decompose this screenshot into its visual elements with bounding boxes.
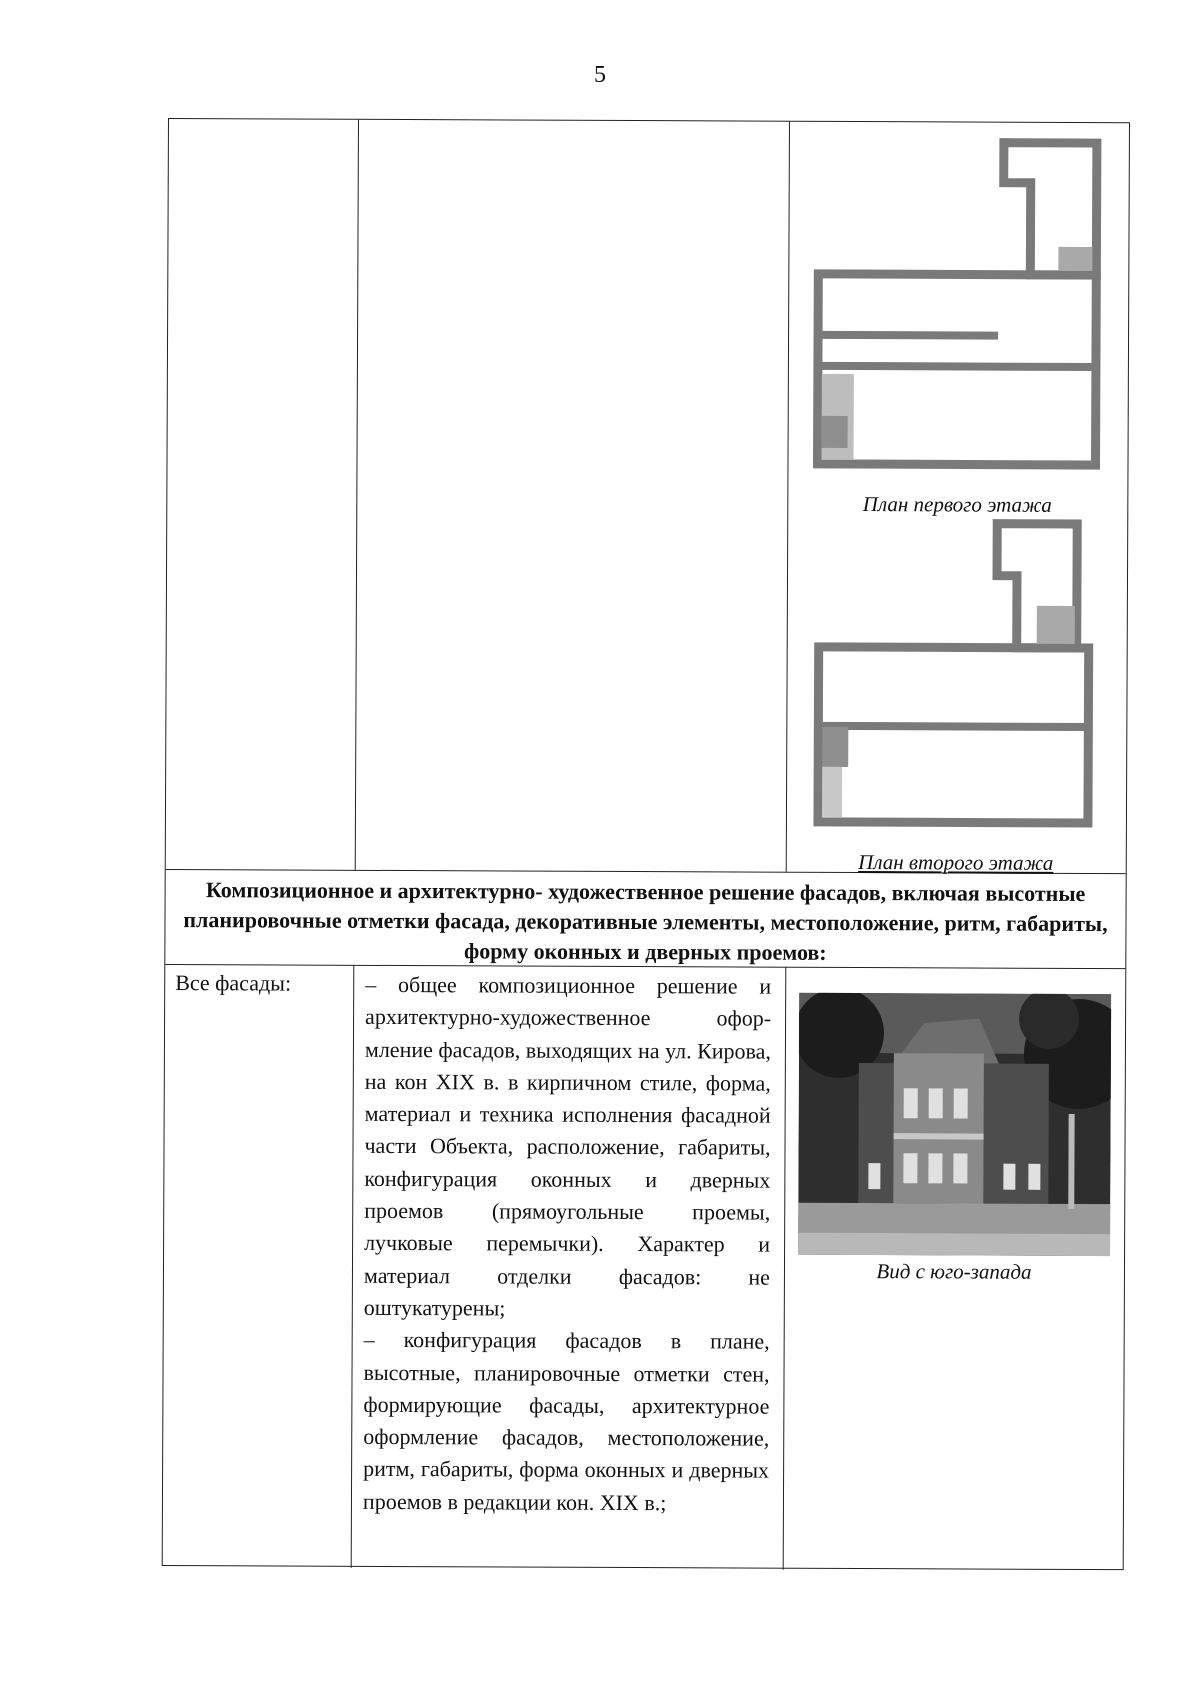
facades-label: Все фасады:	[175, 970, 292, 996]
facade-description	[363, 969, 771, 1520]
building-photo	[798, 993, 1111, 1256]
column-divider	[786, 122, 790, 872]
facade-paragraph: – общее композиционное решение и архитектурно-художественное офор-мление фасадов, выходящих на ул. Кирова, на кон XIX в. в кирпичном стиле, форма, материал и техника исполнения фасадной части Объекта, расположение, габариты, конфигурация оконных и дверных проемов (прямоугольные проемы, лучковые перемычки). Характер и материал отделки фасадов: не оштукатурены;	[363, 971, 772, 1321]
second-floor-plan-image	[806, 517, 1107, 848]
first-floor-plan-image	[807, 134, 1109, 495]
second-floor-plan-caption: План второго этажа	[858, 850, 1054, 875]
table-row-heading	[165, 869, 1125, 969]
column-divider	[351, 965, 355, 1568]
facade-paragraph: – конфигурация фасадов в плане, высотные, планировочные отметки стен, формирующие фасады, архитектурное оформление фасадов, местоположение, ритм, габариты, форма оконных и дверных проемов в редакции кон. XIX в.;	[362, 1327, 770, 1515]
page-number: 5	[594, 62, 606, 88]
photo-caption: Вид с юго-запада	[876, 1259, 1032, 1284]
section-heading: Композиционное и архитектурно- художественное решение фасадов, включая высотные планировочные отметки фасада, декоративные элементы, местоположение, ритм, габариты, форму оконных и дверных проемов:	[183, 877, 1108, 965]
column-divider	[783, 967, 787, 1570]
document-table	[162, 118, 1130, 1570]
table-row-plans	[166, 119, 1129, 874]
column-divider	[355, 120, 359, 870]
table-row-facades	[163, 964, 1126, 1571]
first-floor-plan-caption: План первого этажа	[862, 492, 1052, 517]
